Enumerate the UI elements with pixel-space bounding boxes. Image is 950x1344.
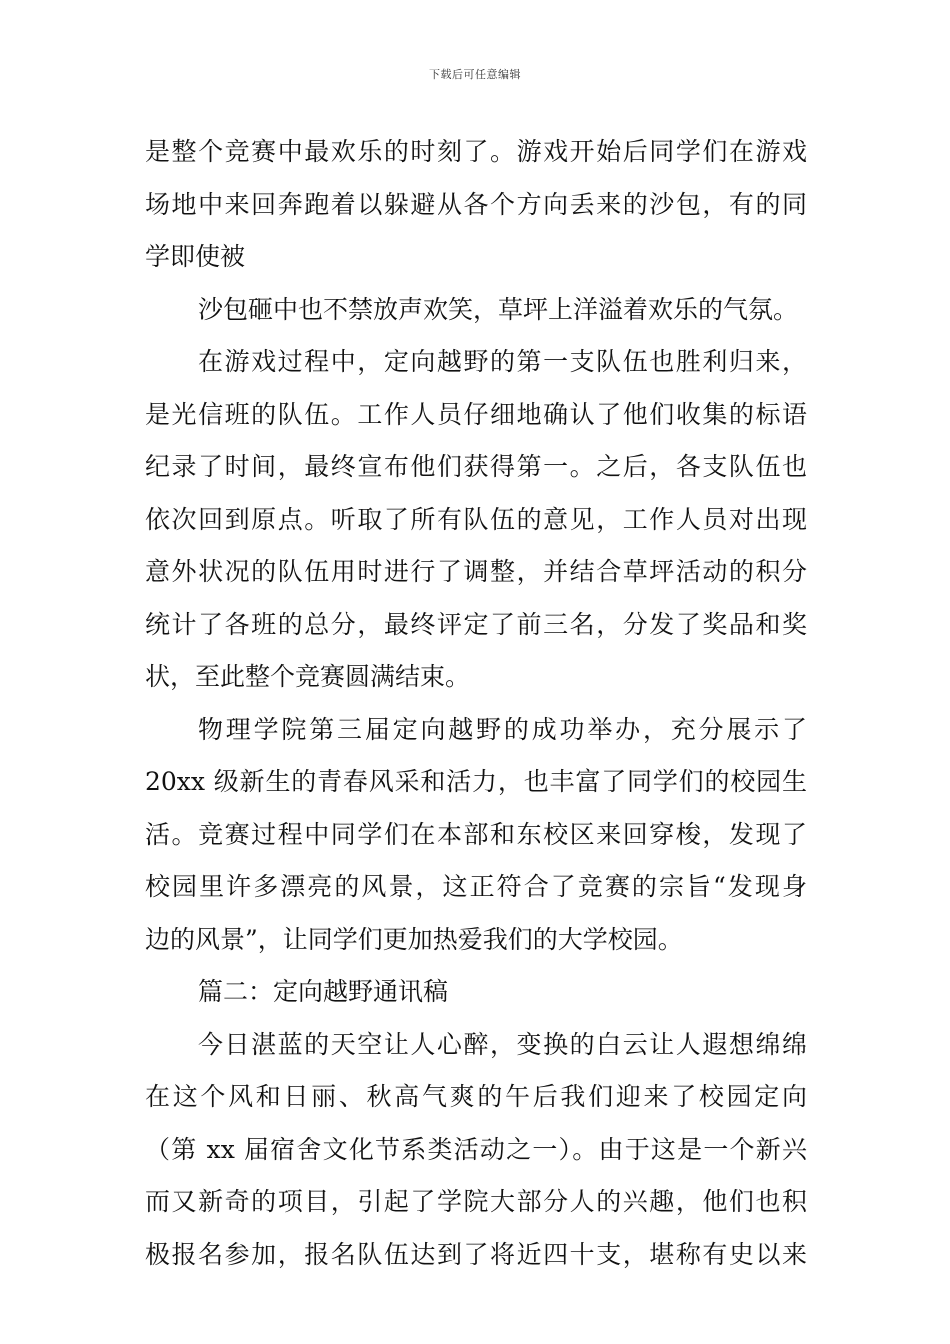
text-line: 在这个风和日丽、秋高气爽的午后我们迎来了校园定向 — [145, 1082, 807, 1111]
text-line: 在游戏过程中，定向越野的第一支队伍也胜利归来， — [198, 347, 807, 376]
text-line: 边的风景”，让同学们更加热爱我们的大学校园。 — [145, 924, 683, 954]
text-line: （第 xx 届宿舍文化节系类活动之一）。由于这是一个新兴 — [145, 1134, 807, 1164]
text-line: 状，至此整个竞赛圆满结束。 — [145, 662, 471, 691]
text-line: 统计了各班的总分，最终评定了前三名，分发了奖品和奖 — [145, 609, 807, 639]
text-line: 意外状况的队伍用时进行了调整，并结合草坪活动的积分 — [145, 557, 807, 586]
text-line: 物理学院第三届定向越野的成功举办，充分展示了 — [198, 714, 807, 744]
section-heading: 篇二：定向越野通讯稿 — [198, 977, 449, 1006]
text-line: 今日湛蓝的天空让人心醉，变换的白云让人遐想绵绵 — [198, 1029, 807, 1059]
text-line: 依次回到原点。听取了所有队伍的意见，工作人员对出现 — [145, 504, 807, 534]
text-line: 而又新奇的项目，引起了学院大部分人的兴趣，他们也积 — [145, 1187, 807, 1216]
text-line: 极报名参加，报名队伍达到了将近四十支，堪称有史以来 — [145, 1239, 807, 1269]
text-line: 校园里许多漂亮的风景，这正符合了竞赛的宗旨“发现身 — [145, 872, 807, 901]
text-line: 20xx 级新生的青春风采和活力，也丰富了同学们的校园生 — [145, 767, 807, 796]
text-line: 学即使被 — [145, 242, 246, 271]
document-body — [145, 126, 807, 1281]
text-line: 活。竞赛过程中同学们在本部和东校区来回穿梭，发现了 — [145, 819, 807, 849]
header-note: 下载后可任意编辑 — [429, 68, 521, 81]
text-line: 场地中来回奔跑着以躲避从各个方向丢来的沙包，有的同 — [145, 189, 807, 219]
text-line: 沙包砸中也不禁放声欢笑，草坪上洋溢着欢乐的气氛。 — [198, 294, 799, 324]
text-line: 是光信班的队伍。工作人员仔细地确认了他们收集的标语 — [145, 399, 807, 429]
text-line: 纪录了时间，最终宣布他们获得第一。之后，各支队伍也 — [145, 452, 807, 481]
text-line: 是整个竞赛中最欢乐的时刻了。游戏开始后同学们在游戏 — [145, 137, 807, 166]
